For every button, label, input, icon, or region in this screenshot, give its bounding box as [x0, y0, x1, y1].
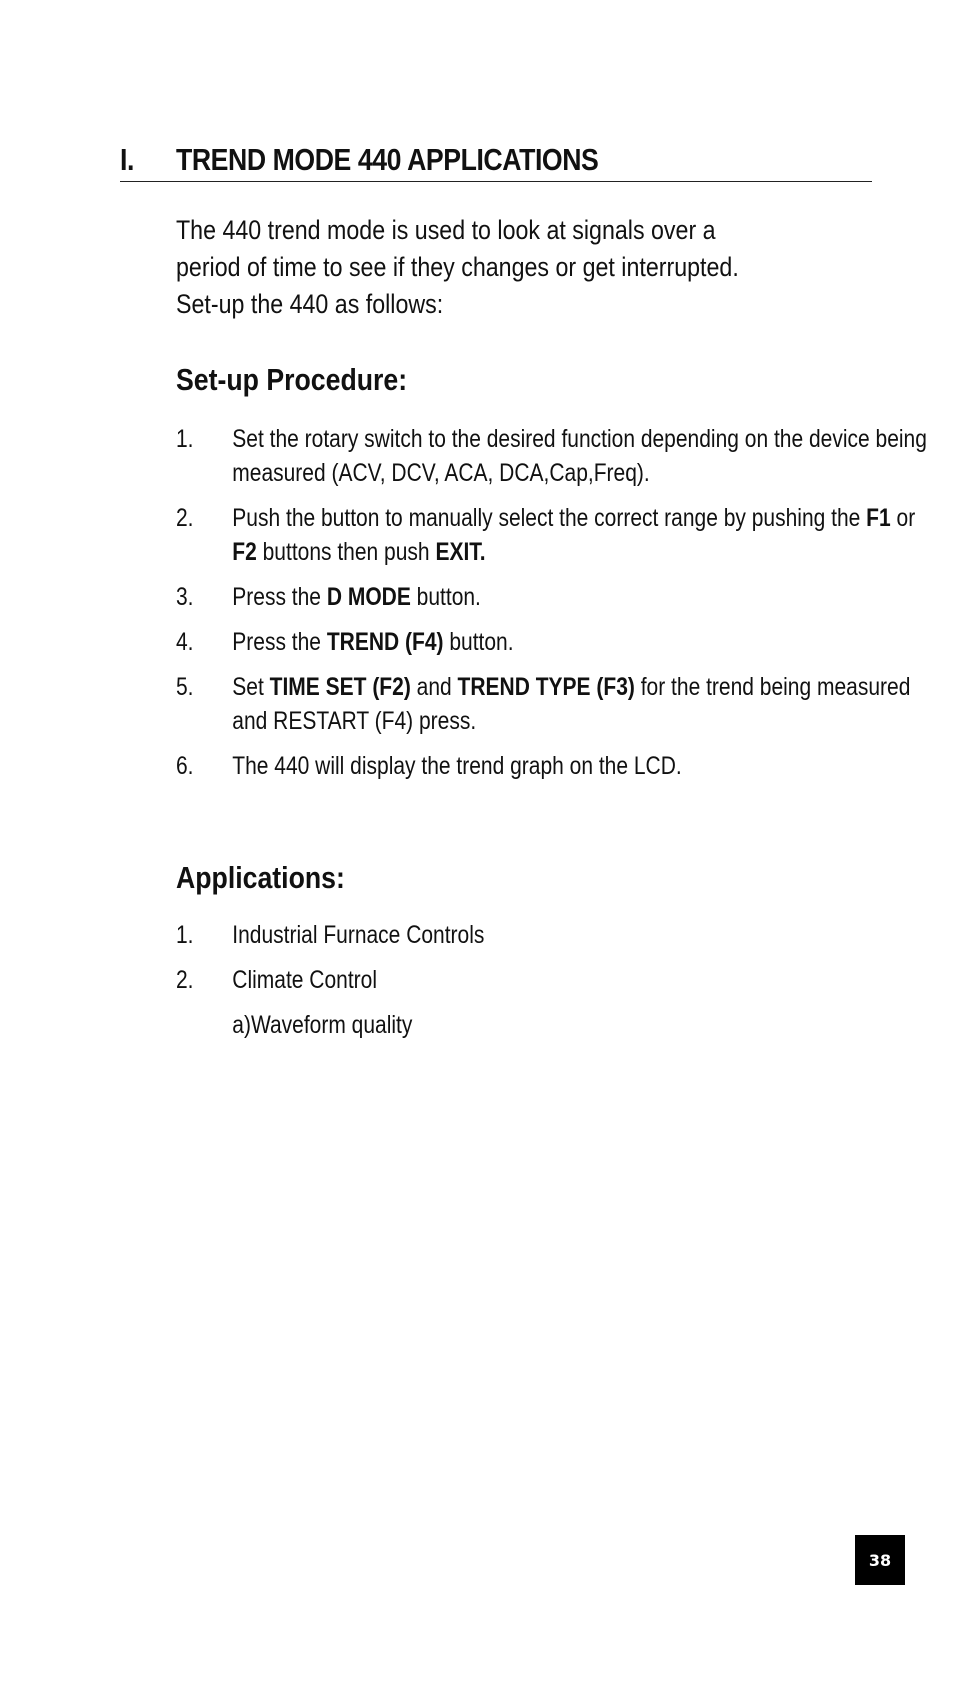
- setup-procedure-heading: Set-up Procedure:: [176, 362, 408, 397]
- application-item: [176, 918, 764, 952]
- intro-line: Set-up the 440 as follows:: [176, 289, 444, 319]
- step-text-segment: Set the rotary switch to the desired function depending on the device being measured (ACV, DCV, ACA, DCA,Cap,Freq).: [232, 425, 927, 487]
- step-text-segment: Press the: [232, 583, 327, 611]
- application-item: [176, 963, 764, 997]
- application-text: Climate Control: [232, 966, 377, 994]
- step-text: [232, 425, 927, 487]
- step-number: 2.: [176, 504, 194, 532]
- step-text: [232, 673, 910, 735]
- section-header: [120, 138, 872, 182]
- setup-step: [176, 501, 932, 569]
- step-text-segment: The 440 will display the trend graph on the LCD.: [232, 752, 682, 780]
- intro-paragraph: [176, 212, 795, 323]
- step-number: 4.: [176, 628, 194, 656]
- step-text-segment: button.: [443, 628, 514, 656]
- setup-step: [176, 670, 932, 738]
- step-text-segment: and: [410, 673, 458, 701]
- application-number: 2.: [176, 966, 194, 994]
- step-text-bold: F1: [866, 504, 891, 532]
- step-number: 1.: [176, 425, 194, 453]
- step-number: 6.: [176, 752, 194, 780]
- step-text: [232, 628, 513, 656]
- setup-step: [176, 749, 932, 783]
- step-text-bold: F2: [232, 538, 257, 566]
- step-text-segment: buttons then push: [256, 538, 436, 566]
- step-text-segment: Push the button to manually select the correct range by pushing the: [232, 504, 867, 532]
- setup-step: [176, 580, 932, 614]
- step-text-segment: button.: [410, 583, 481, 611]
- application-sub-item: a)Waveform quality: [232, 1011, 413, 1039]
- step-text: [232, 583, 481, 611]
- applications-list: [176, 918, 764, 1042]
- step-text: [232, 752, 681, 780]
- step-text-bold: TIME SET (F2): [269, 673, 411, 701]
- step-text-bold: EXIT.: [435, 538, 486, 566]
- step-text-bold: TREND (F4): [326, 628, 444, 656]
- step-text-bold: TREND TYPE (F3): [457, 673, 635, 701]
- step-text-segment: for the trend being measured and RESTART (F4) press.: [232, 673, 911, 735]
- section-title: TREND MODE 440 APPLICATIONS: [176, 142, 599, 177]
- step-text-segment: Press the: [232, 628, 327, 656]
- step-text-bold: D MODE: [326, 583, 411, 611]
- page-number-badge: 38: [855, 1535, 905, 1585]
- step-number: 3.: [176, 583, 194, 611]
- setup-step: [176, 422, 932, 490]
- section-number: I.: [120, 142, 134, 177]
- application-text: Industrial Furnace Controls: [232, 921, 485, 949]
- setup-steps-list: [176, 422, 932, 794]
- intro-line: The 440 trend mode is used to look at signals over a: [176, 215, 716, 245]
- applications-heading: Applications:: [176, 860, 345, 895]
- application-number: 1.: [176, 921, 194, 949]
- step-text-segment: or: [890, 504, 916, 532]
- setup-step: [176, 625, 932, 659]
- step-number: 5.: [176, 673, 194, 701]
- step-text: [232, 504, 915, 566]
- step-text-segment: Set: [232, 673, 270, 701]
- intro-line: period of time to see if they changes or get interrupted.: [176, 252, 739, 282]
